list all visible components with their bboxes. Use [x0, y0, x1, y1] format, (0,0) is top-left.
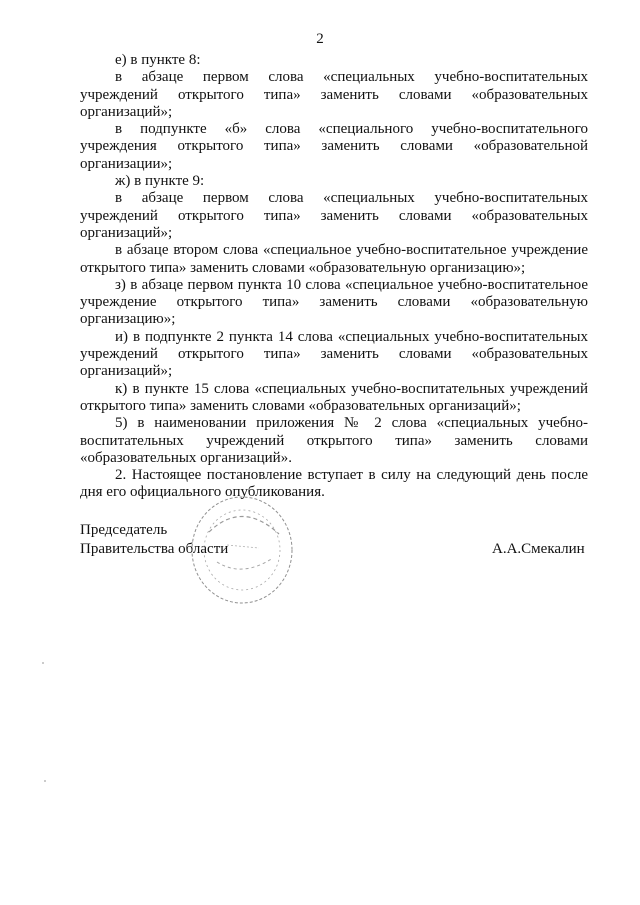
scan-speck [42, 662, 44, 664]
paragraph: к) в пункте 15 слова «специальных учебно-воспитательных учреждений открытого типа» заменить словами «образовательных организаций»; [80, 380, 588, 414]
paragraph: в абзаце первом слова «специальных учебно-воспитательных учреждений открытого типа» заменить словами «образовательных организаций»; [80, 69, 588, 120]
paragraph: и) в подпункте 2 пункта 14 слова «специальных учебно-воспитательных учреждений открытого типа» заменить словами «образовательных организаций»; [80, 328, 588, 380]
scan-speck [44, 780, 46, 782]
document-body [80, 52, 588, 502]
signatory-name: А.А.Смекалин [492, 541, 585, 557]
page-number: 2 [316, 31, 324, 47]
signature-title-line2: Правительства области [80, 541, 229, 557]
paragraph: 2. Настоящее постановление вступает в силу на следующий день после дня его официального опубликования. [80, 467, 588, 501]
paragraph: 5) в наименовании приложения № 2 слова «специальных учебно-воспитательных учреждений открытого типа» заменить словами «образовательных организаций». [80, 415, 588, 466]
paragraph: ж) в пункте 9: [115, 173, 205, 190]
paragraph: в абзаце первом слова «специальных учебно-воспитательных учреждений открытого типа» заменить словами «образовательных организаций»; [80, 190, 588, 241]
paragraph: в подпункте «б» слова «специального учебно-воспитательного учреждения открытого типа» заменить словами «образовательной организации»; [80, 121, 588, 172]
signature-title-line1: Председатель [80, 522, 168, 538]
paragraph: в абзаце втором слова «специальное учебно-воспитательное учреждение открытого типа» заменить словами «образовательную организацию»; [80, 242, 588, 276]
paragraph: з) в абзаце первом пункта 10 слова «специальное учебно-воспитательное учреждение открытого типа» заменить словами «образовательную организацию»; [80, 276, 588, 328]
paragraph: е) в пункте 8: [115, 52, 201, 68]
official-seal [187, 490, 297, 608]
